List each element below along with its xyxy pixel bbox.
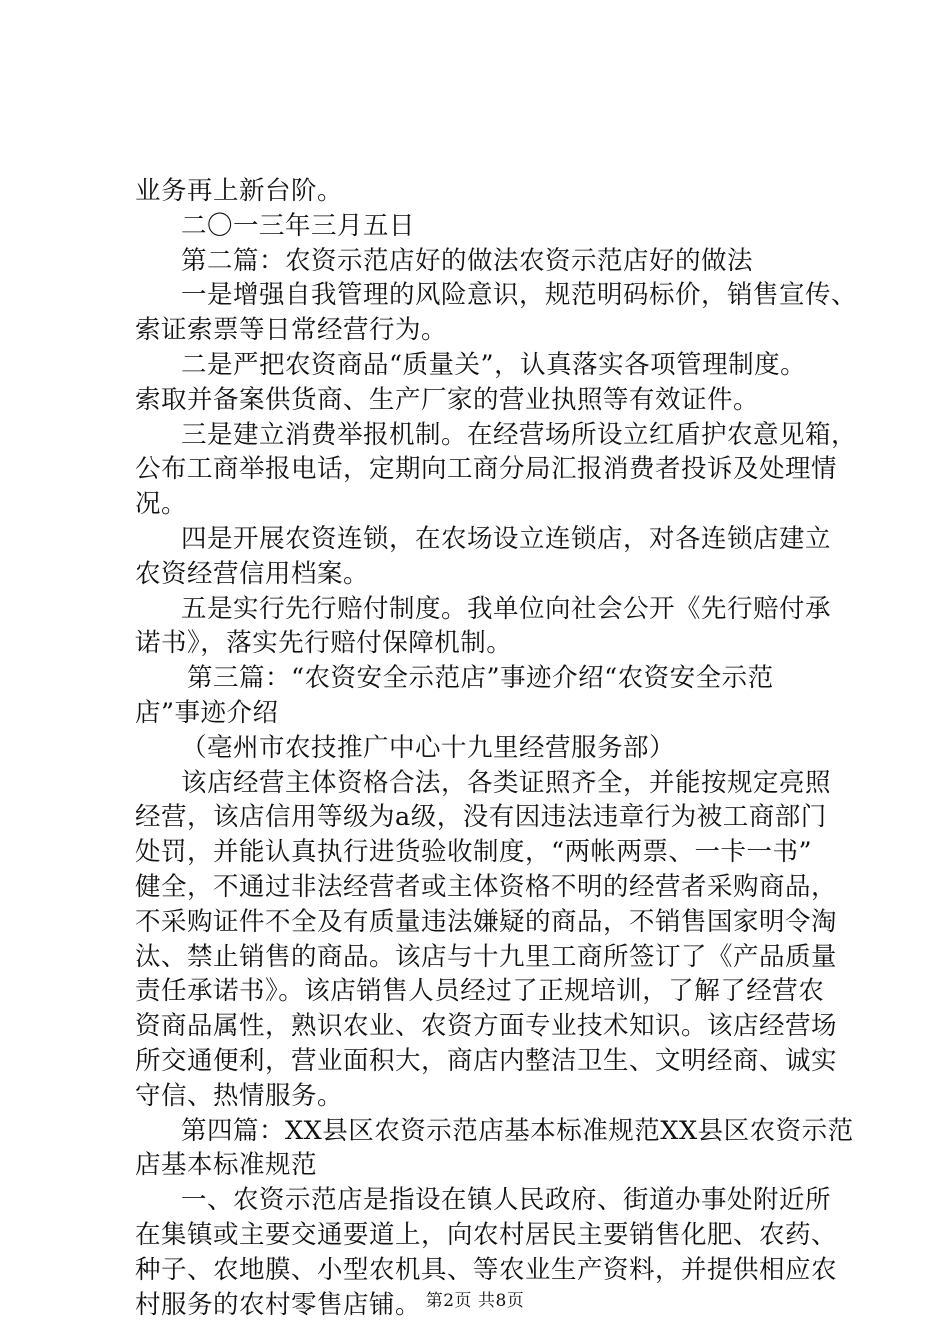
text-line: 二是严把农资商品“质量关”，认真落实各项管理制度。 <box>181 349 807 380</box>
text-line: 第二篇：农资示范店好的做法农资示范店好的做法 <box>181 245 754 276</box>
text-line: 该店经营主体资格合法，各类证照齐全，并能按规定亮照 <box>181 767 832 798</box>
text-line: 资商品属性，熟识农业、农资方面专业技术知识。该店经营场 <box>135 1011 838 1042</box>
text-line: 责任承诺书》。该店销售人员经过了正规培训，了解了经营农 <box>135 976 825 1007</box>
text-line: 业务再上新台阶。 <box>135 176 344 206</box>
text-line: 公布工商举报电话，定期向工商分局汇报消费者投诉及处理情 <box>135 454 838 485</box>
text-line: 况。 <box>135 489 188 520</box>
text-line: 处罚，并能认真执行进货验收制度，“两帐两票、一卡一书” <box>135 837 813 868</box>
text-line: 经营，该店信用等级为a级，没有因违法违章行为被工商部门 <box>135 802 827 833</box>
text-line: 一是增强自我管理的风险意识，规范明码标价，销售宣传、 <box>181 280 858 311</box>
text-line: （亳州市农技推广中心十九里经营服务部） <box>181 732 676 763</box>
text-line: 二〇一三年三月五日 <box>181 210 416 241</box>
text-line: 在集镇或主要交通要道上，向农村居民主要销售化肥、农药、 <box>135 1219 838 1250</box>
text-line: 五是实行先行赔付制度。我单位向社会公开《先行赔付承 <box>181 593 832 624</box>
document-body <box>135 174 858 1322</box>
text-line: 村服务的农村零售店铺。 <box>135 1289 422 1320</box>
text-line: 农资经营信用档案。 <box>135 558 370 589</box>
page-footer: 第2页 共8页 <box>425 1291 525 1311</box>
text-line: 第四篇：XX县区农资示范店基本标准规范XX县区农资示范 <box>181 1115 854 1146</box>
text-line: 一、农资示范店是指设在镇人民政府、街道办事处附近所 <box>181 1185 832 1216</box>
text-line: 所交通便利，营业面积大，商店内整洁卫生、文明经商、诚实 <box>135 1045 838 1076</box>
text-line: 店基本标准规范 <box>135 1150 318 1181</box>
text-line: 种子、农地膜、小型农机具、等农业生产资料，并提供相应农 <box>135 1254 838 1285</box>
text-line: 索证索票等日常经营行为。 <box>135 315 448 346</box>
text-line: 店”事迹介绍 <box>135 697 279 728</box>
text-line: 四是开展农资连锁，在农场设立连锁店，对各连锁店建立 <box>181 523 832 554</box>
text-line: 汰、禁止销售的商品。该店与十九里工商所签订了《产品质量 <box>135 941 838 972</box>
text-line: 不采购证件不全及有质量违法嫌疑的商品，不销售国家明令淘 <box>135 906 838 937</box>
text-line: 守信、热情服务。 <box>135 1080 344 1111</box>
text-line: 健全，不通过非法经营者或主体资格不明的经营者采购商品， <box>135 871 838 902</box>
text-line: 诺书》，落实先行赔付保障机制。 <box>135 628 513 659</box>
text-line: 索取并备案供货商、生产厂家的营业执照等有效证件。 <box>135 384 760 415</box>
text-line: 第三篇：“农资安全示范店”事迹介绍“农资安全示范 <box>187 663 774 694</box>
text-line: 三是建立消费举报机制。在经营场所设立红盾护农意见箱， <box>181 419 858 450</box>
